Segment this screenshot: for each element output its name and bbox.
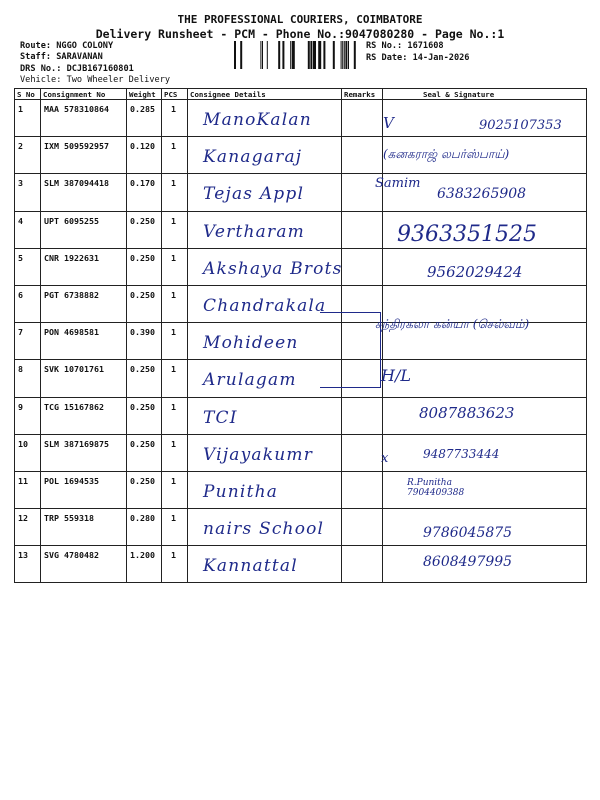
barcode-icon <box>234 41 360 69</box>
row-consignment-no: SLM 387094418 <box>41 174 127 211</box>
row-consignment-no: IXM 509592957 <box>41 137 127 174</box>
row-consignee-name: Mohideen <box>203 333 299 354</box>
table-row <box>15 397 587 434</box>
row-sno: 13 <box>15 546 41 583</box>
row-pcs: 1 <box>162 285 188 322</box>
table-row <box>15 360 587 397</box>
row-sno: 7 <box>15 323 41 360</box>
table-row <box>15 174 587 211</box>
table-row <box>15 434 587 471</box>
row-consignee-cell <box>188 137 342 174</box>
row-signature-cell <box>383 211 587 248</box>
col-signature: Seal & Signature <box>383 89 587 100</box>
row-sno: 1 <box>15 100 41 137</box>
row-signature: V <box>383 114 394 132</box>
row-phone: 9562029424 <box>427 262 523 281</box>
row-phone: 8608497995 <box>423 554 513 571</box>
row-signature-cell <box>383 434 587 471</box>
row-signature-cell <box>383 248 587 285</box>
row-phone: 9786045875 <box>423 525 513 542</box>
table-row <box>15 137 587 174</box>
row-pcs: 1 <box>162 471 188 508</box>
row-phone: 8087883623 <box>419 403 515 422</box>
row-sno: 5 <box>15 248 41 285</box>
row-consignee-name: Kannattal <box>203 556 298 577</box>
row-pcs: 1 <box>162 248 188 285</box>
row-pcs: 1 <box>162 211 188 248</box>
row-remarks <box>342 100 383 137</box>
row-signature: R.Punitha <box>407 477 452 488</box>
col-consignee: Consignee Details <box>188 89 342 100</box>
col-consignment: Consignment No <box>41 89 127 100</box>
row-remarks <box>342 397 383 434</box>
row-consignee-name: Chandrakala <box>203 295 327 316</box>
row-consignee-name: Arulagam <box>203 370 297 391</box>
row-weight: 0.250 <box>127 397 162 434</box>
row-weight: 0.250 <box>127 360 162 397</box>
row-pcs: 1 <box>162 397 188 434</box>
row-signature: x <box>381 450 389 466</box>
row-consignee-cell <box>188 471 342 508</box>
staff-label: Staff: SARAVANAN <box>20 52 103 62</box>
row-consignee-name: Vijayakumr <box>203 444 314 465</box>
row-signature-cell <box>383 509 587 546</box>
row-signature-cell <box>383 397 587 434</box>
row-signature-cell <box>375 317 587 360</box>
row-sno: 8 <box>15 360 41 397</box>
row-consignment-no: CNR 1922631 <box>41 248 127 285</box>
row-pcs: 1 <box>162 174 188 211</box>
row-consignment-no: UPT 6095255 <box>41 211 127 248</box>
row-remarks <box>342 434 383 471</box>
row-consignee-name: nairs School <box>203 519 325 540</box>
row-weight: 0.390 <box>127 323 162 360</box>
table-row <box>15 471 587 508</box>
row-consignee-cell <box>188 323 342 360</box>
row-signature-cell <box>383 100 587 137</box>
row-signature-cell <box>383 137 587 174</box>
col-remarks: Remarks <box>342 89 383 100</box>
col-weight: Weight <box>127 89 162 100</box>
row-signature: சந்திரகலா கன்யா (செல்வம்) <box>375 317 530 332</box>
row-consignee-cell <box>188 509 342 546</box>
row-sno: 9 <box>15 397 41 434</box>
row-consignee-name: TCI <box>203 407 238 428</box>
row-signature: Samim <box>375 176 421 192</box>
drs-number: DRS No.: DCJB167160801 <box>20 64 134 74</box>
table-row <box>15 509 587 546</box>
row-pcs: 1 <box>162 546 188 583</box>
row-weight: 0.250 <box>127 434 162 471</box>
runsheet-table <box>14 88 587 583</box>
row-consignment-no: TCG 15167862 <box>41 397 127 434</box>
row-pcs: 1 <box>162 137 188 174</box>
row-consignee-cell <box>188 546 342 583</box>
row-sno: 12 <box>15 509 41 546</box>
row-weight: 0.250 <box>127 471 162 508</box>
row-weight: 0.250 <box>127 285 162 322</box>
row-phone: 7904409388 <box>407 487 465 498</box>
table-row <box>15 211 587 248</box>
row-consignee-cell <box>188 100 342 137</box>
row-consignee-name: ManoKalan <box>203 110 312 130</box>
row-weight: 0.285 <box>127 100 162 137</box>
vehicle-label: Vehicle: Two Wheeler Delivery <box>20 75 171 85</box>
table-row <box>15 100 587 137</box>
row-consignee-cell <box>188 174 342 211</box>
row-consignment-no: SLM 387169875 <box>41 434 127 471</box>
runsheet-subtitle: Delivery Runsheet - PCM - Phone No.:9047080280 - Page No.:1 <box>95 27 505 41</box>
rs-number: RS No.: 1671608 <box>366 41 444 51</box>
row-weight: 0.280 <box>127 509 162 546</box>
row-phone: 9487733444 <box>423 446 500 461</box>
row-consignee-cell <box>188 360 342 397</box>
row-consignee-name: Kanagaraj <box>203 147 303 168</box>
row-consignment-no: POL 1694535 <box>41 471 127 508</box>
company-title: THE PROFESSIONAL COURIERS, COIMBATORE <box>177 13 423 26</box>
row-phone: 6383265908 <box>437 186 527 203</box>
row-consignment-no: SVK 10701761 <box>41 360 127 397</box>
row-weight: 0.170 <box>127 174 162 211</box>
row-sno: 2 <box>15 137 41 174</box>
row-sno: 4 <box>15 211 41 248</box>
row-consignee-name: Punitha <box>203 481 279 502</box>
table-row <box>15 248 587 285</box>
row-sno: 11 <box>15 471 41 508</box>
row-consignment-no: PON 4698581 <box>41 323 127 360</box>
row-pcs: 1 <box>162 100 188 137</box>
row-remarks <box>342 248 383 285</box>
row-weight: 0.250 <box>127 211 162 248</box>
row-signature: H/L <box>381 366 411 386</box>
table-header-row <box>15 89 587 100</box>
row-signature: (கனகராஜ் லபர்ஸ்பாய்) <box>383 147 510 162</box>
row-consignee-cell <box>188 248 342 285</box>
row-consignee-name: Vertharam <box>203 221 306 242</box>
row-consignee-name: Tejas Appl <box>203 184 305 205</box>
row-remarks <box>342 546 383 583</box>
row-pcs: 1 <box>162 360 188 397</box>
row-weight: 0.250 <box>127 248 162 285</box>
table-row <box>15 323 587 360</box>
col-pcs: PCS <box>162 89 188 100</box>
row-weight: 1.200 <box>127 546 162 583</box>
row-consignee-cell <box>188 397 342 434</box>
row-remarks <box>342 471 383 508</box>
row-phone: 9363351525 <box>397 221 537 247</box>
row-consignee-cell <box>188 285 342 322</box>
table-row <box>15 546 587 583</box>
route-label: Route: NGGO COLONY <box>20 41 114 51</box>
row-consignment-no: MAA 578310864 <box>41 100 127 137</box>
row-signature-cell <box>383 546 587 583</box>
row-signature-cell <box>383 471 587 508</box>
row-consignment-no: TRP 559318 <box>41 509 127 546</box>
row-pcs: 1 <box>162 509 188 546</box>
row-remarks <box>342 211 383 248</box>
row-weight: 0.120 <box>127 137 162 174</box>
row-remarks <box>342 509 383 546</box>
row-sno: 6 <box>15 285 41 322</box>
row-pcs: 1 <box>162 323 188 360</box>
row-consignment-no: SVG 4780482 <box>41 546 127 583</box>
row-pcs: 1 <box>162 434 188 471</box>
row-consignee-name: Akshaya Brots <box>203 258 343 279</box>
row-consignee-cell <box>188 211 342 248</box>
handwritten-bracket <box>320 312 381 388</box>
row-sno: 10 <box>15 434 41 471</box>
row-consignee-cell <box>188 434 342 471</box>
row-remarks <box>342 137 383 174</box>
row-signature-cell <box>375 174 587 211</box>
row-signature-cell <box>383 360 587 397</box>
row-sno: 3 <box>15 174 41 211</box>
row-consignment-no: PGT 6738882 <box>41 285 127 322</box>
rs-date: RS Date: 14-Jan-2026 <box>366 53 470 63</box>
row-phone: 9025107353 <box>479 118 562 133</box>
col-sno: S No <box>15 89 41 100</box>
